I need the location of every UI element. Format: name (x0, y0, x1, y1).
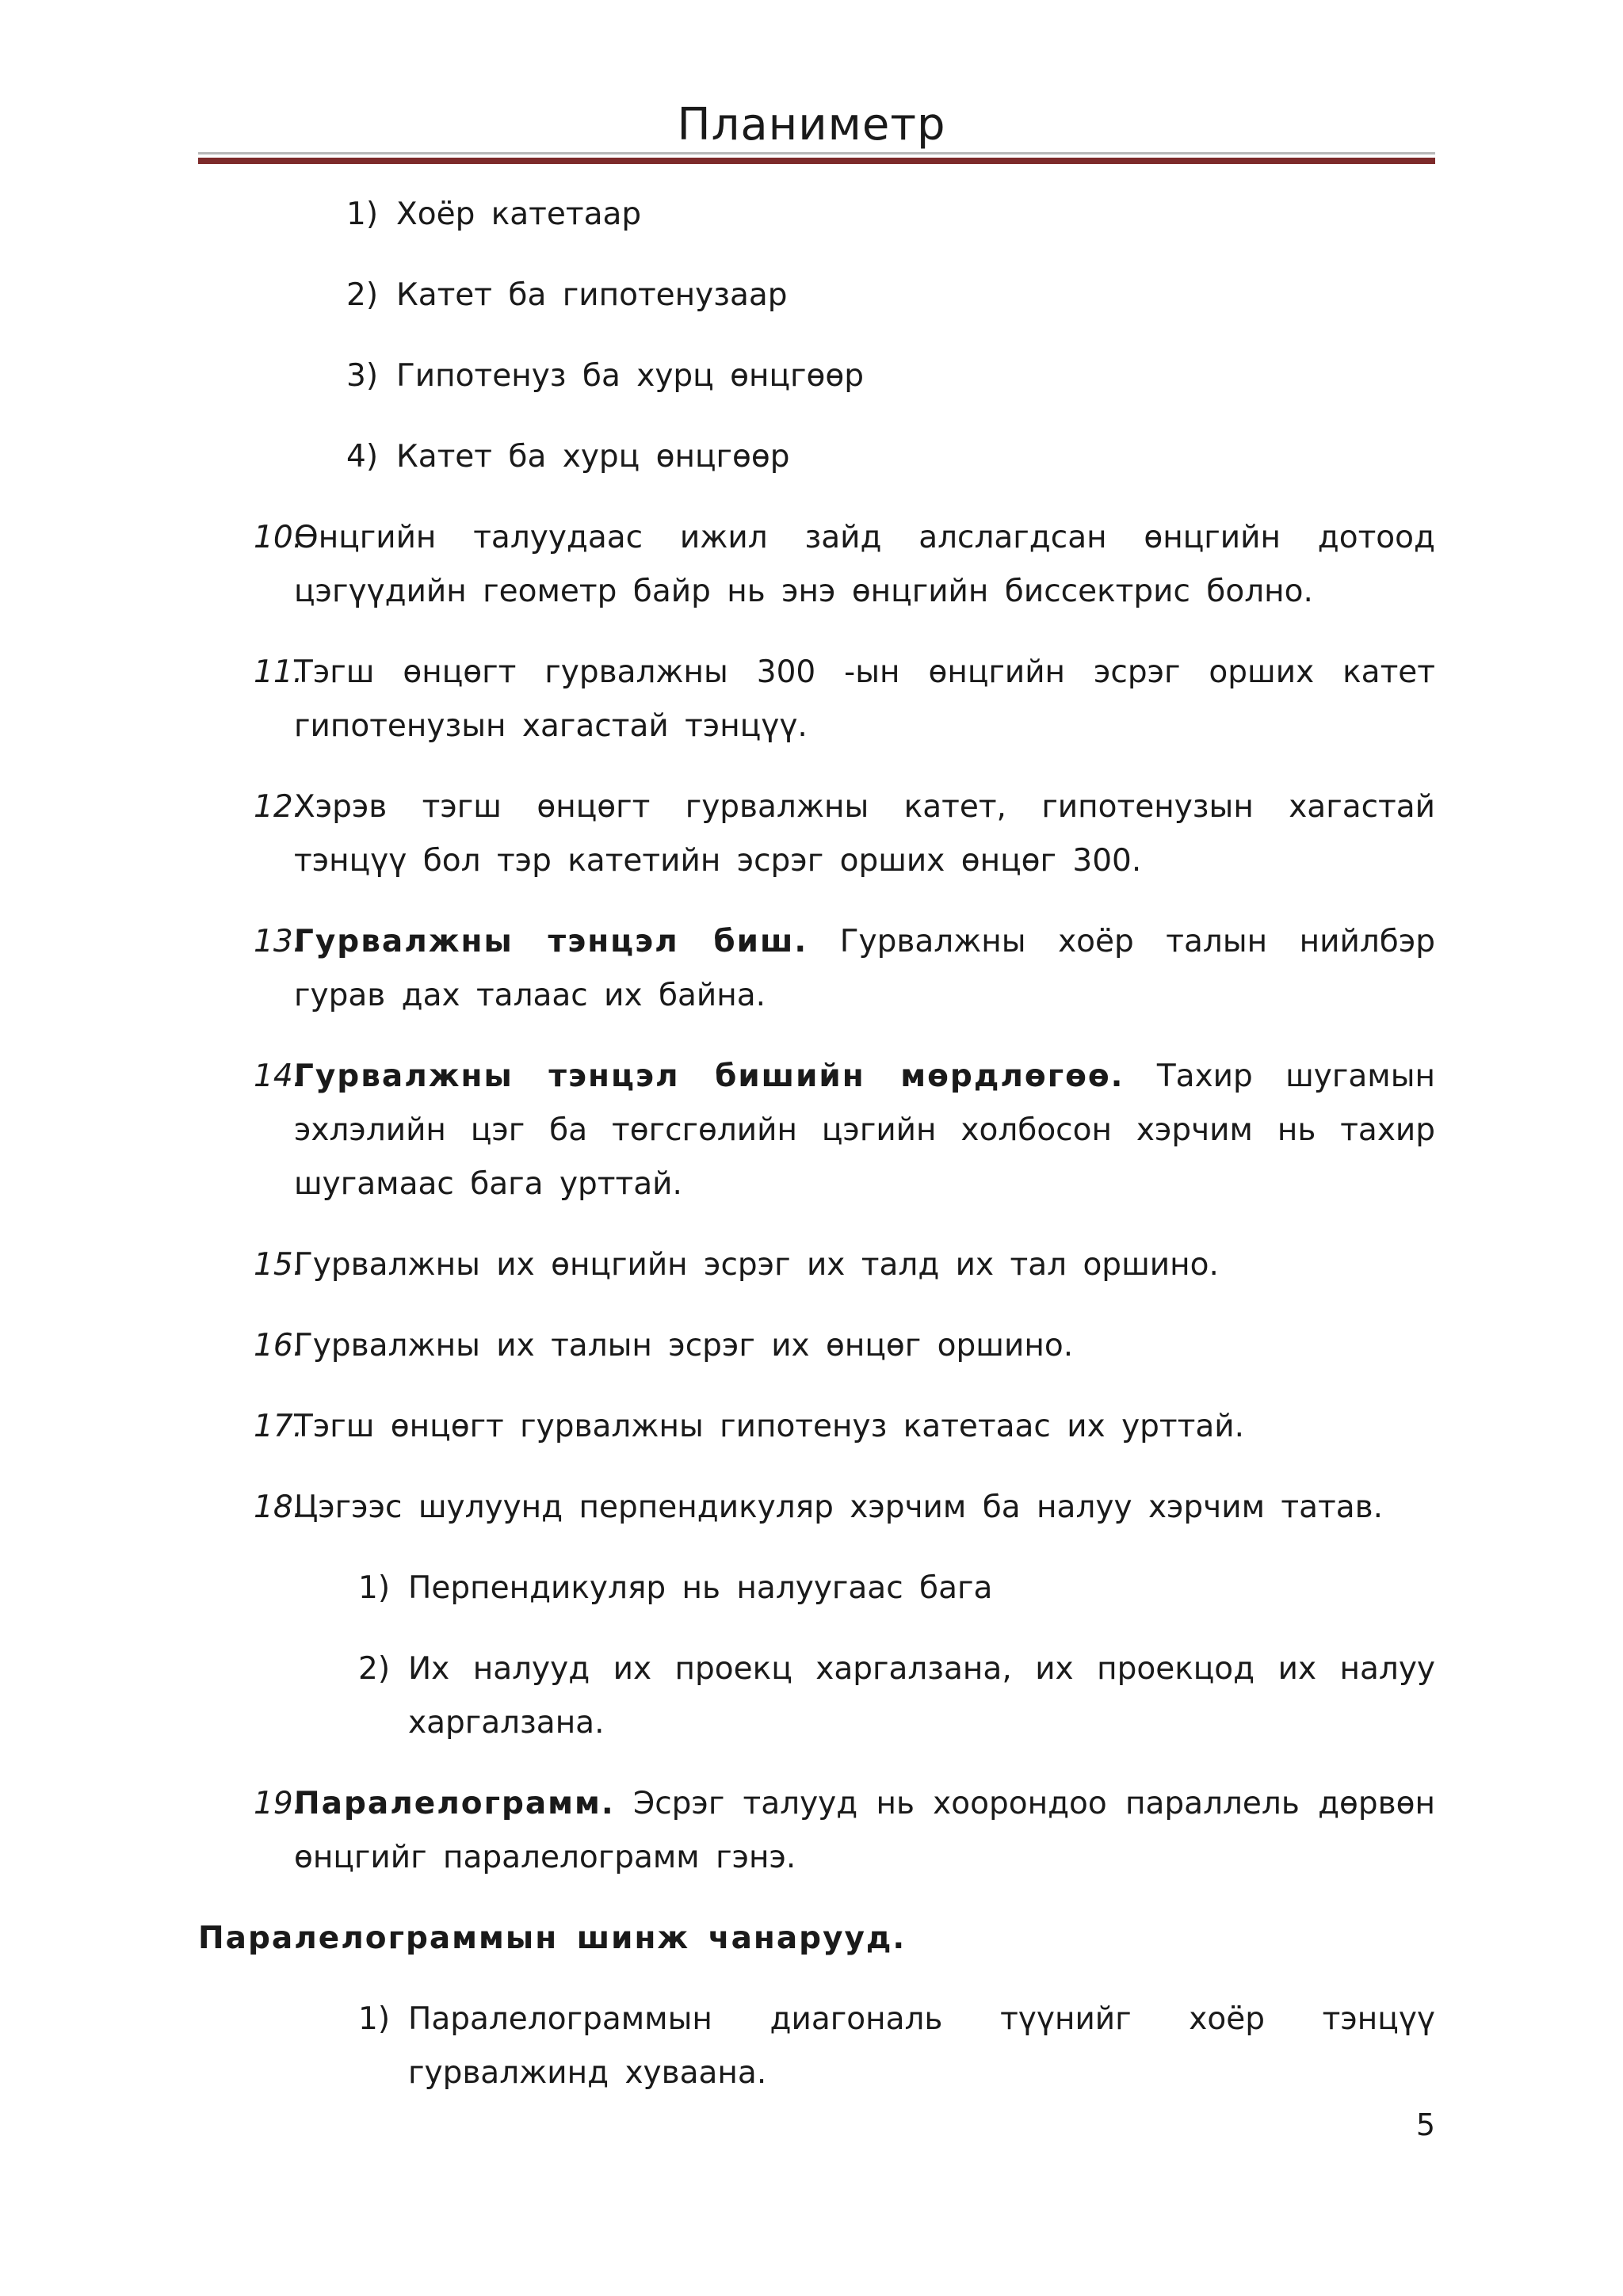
item-bold-term: Гурвалжны тэнцэл бишийн мөрдлөгөө. (294, 1058, 1125, 1094)
header-rule-thin (198, 152, 1435, 154)
sub-list-text: Их налууд их проекц харгалзана, их проекцод их налуу харгалзана. (408, 1651, 1435, 1741)
item-body: Цэгээс шулуунд перпендикуляр хэрчим ба налуу хэрчим татав. (294, 1489, 1384, 1525)
item-text (294, 1777, 1435, 1885)
item-number: 11. (254, 654, 304, 690)
item-number: 10. (254, 520, 304, 555)
sub-list-text: Катет ба хурц өнцгөөр (396, 439, 790, 475)
item-number: 12. (254, 789, 304, 825)
item-text (294, 1050, 1435, 1211)
sub-list-number: 2) (358, 1651, 391, 1687)
page-header-title: Планиметр (677, 99, 946, 151)
item-text (294, 1481, 1435, 1535)
section-heading: Паралелограммын шинж чанарууд. (198, 1920, 907, 1956)
sub-list-text: Гипотенуз ба хурц өнцгөөр (396, 358, 864, 394)
item-body: Тэгш өнцөгт гурвалжны гипотенуз катетаас их урттай. (294, 1409, 1245, 1444)
sub-list-number: 2) (346, 277, 379, 313)
sub-list-number: 3) (346, 358, 379, 394)
item-number: 13. (254, 924, 304, 959)
item-number: 14. (254, 1058, 304, 1094)
sub-list-number: 1) (358, 1570, 391, 1606)
item-text (294, 1400, 1435, 1454)
item-body: Эсрэг талууд нь хоорондоо параллель дөрвөн өнцгийг паралелограмм гэнэ. (294, 1786, 1435, 1875)
item-body: Өнцгийн талуудаас ижил зайд алслагдсан өнцгийн дотоод цэгүүдийн геометр байр нь энэ өнцгийн биссектрис болно. (294, 520, 1435, 609)
item-number: 17. (254, 1409, 304, 1444)
sub-list-number: 1) (358, 2001, 391, 2037)
sub-list-text: Катет ба гипотенузаар (396, 277, 788, 313)
item-body: Гурвалжны их талын эсрэг их өнцөг оршино. (294, 1328, 1074, 1363)
item-text (294, 646, 1435, 753)
page-number: 5 (1415, 2107, 1435, 2142)
item-number: 16. (254, 1328, 304, 1363)
sub-list-text: Хоёр катетаар (396, 196, 642, 232)
item-text (294, 915, 1435, 1023)
sub-list-text: Перпендикуляр нь налуугаас бага (408, 1570, 993, 1606)
item-text (294, 780, 1435, 888)
item-body: Тахир шугамын эхлэлийн цэг ба төгсгөлийн цэгийн холбосон хэрчим нь тахир шугамаас бага урттай. (294, 1058, 1435, 1202)
sub-list-text: Паралелограммын диагональ түүнийг хоёр тэнцүү гурвалжинд хуваана. (408, 2001, 1435, 2091)
item-body: Тэгш өнцөгт гурвалжны 300 -ын өнцгийн эсрэг орших катет гипотенузын хагастай тэнцүү. (294, 654, 1435, 744)
item-number: 18. (254, 1489, 304, 1525)
sub-list-number: 4) (346, 439, 379, 475)
item-bold-term: Паралелограмм. (294, 1786, 615, 1821)
item-number: 15. (254, 1247, 304, 1283)
item-body: Хэрэв тэгш өнцөгт гурвалжны катет, гипотенузын хагастай тэнцүү бол тэр катетийн эсрэг орших өнцөг 300. (294, 789, 1435, 879)
header-rule-thick (198, 158, 1435, 164)
item-text (294, 1319, 1435, 1373)
item-body: Гурвалжны хоёр талын нийлбэр гурав дах талаас их байна. (294, 924, 1435, 1013)
item-bold-term: Гурвалжны тэнцэл биш. (294, 924, 808, 959)
item-text (294, 1238, 1435, 1292)
item-number: 19. (254, 1786, 304, 1821)
item-text (294, 511, 1435, 619)
item-body: Гурвалжны их өнцгийн эсрэг их талд их тал оршино. (294, 1247, 1219, 1283)
sub-list-number: 1) (346, 196, 379, 232)
